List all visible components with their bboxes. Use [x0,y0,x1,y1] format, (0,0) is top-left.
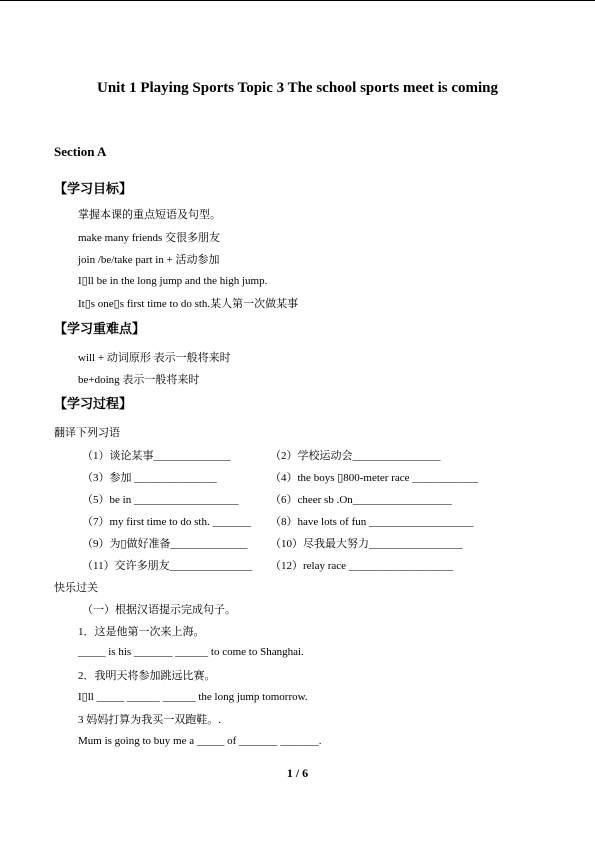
page-number: 1 / 6 [286,766,309,780]
translate-intro: 翻译下列习语 [54,427,120,439]
fun-heading: 快乐过关 [54,582,98,594]
top-border-line [0,0,595,1]
exercise-item: （3）参加 _______________ [82,472,217,484]
key-points-heading: 【学习重难点】 [54,322,146,337]
exercise-item: （8）have lots of fun ___________________ [270,516,474,528]
exercise-item: （5）be in ___________________ [82,494,239,506]
goals-line: join /be/take part in + 活动参加 [78,254,220,266]
exercise-item: （1）谈论某事______________ [82,450,231,462]
exercise-item: （2）学校运动会________________ [270,450,441,462]
goals-line: make many friends 交很多朋友 [78,232,221,244]
exercise-item: （6）cheer sb .On__________________ [270,494,452,506]
goals-line: It▯s one▯s first time to do sth.某人第一次做某事 [78,298,299,310]
document-title: Unit 1 Playing Sports Topic 3 The school sports meet is coming [96,80,498,96]
answer-line-3: Mum is going to buy me a _____ of _______ _______. [78,735,322,747]
answer-line-1: _____ is his _______ ______ to come to Shanghai. [78,646,304,658]
exercise-item: （12）relay race ___________________ [270,560,454,572]
question-2: 2．我明天将参加跳远比赛。 [78,670,216,682]
key-points-line: be+doing 表示一般将来时 [78,374,200,386]
exercise-item: （4）the boys ▯800-meter race ____________ [270,472,479,484]
answer-line-2: I▯ll _____ ______ ______ the long jump tomorrow. [78,691,308,703]
exercise-item: （9）为▯做好准备______________ [82,538,248,550]
goals-line: I▯ll be in the long jump and the high jump. [78,275,268,287]
section-heading: Section A [54,144,107,159]
exercise-item: （10）尽我最大努力_________________ [270,538,463,550]
key-points-line: will + 动词原形 表示一般将来时 [78,352,231,364]
goals-line: 掌握本课的重点短语及句型。 [78,209,221,221]
question-1: 1．这是他第一次来上海。 [78,626,205,638]
sub-heading: （一）根据汉语提示完成句子。 [82,604,236,616]
question-3: 3 妈妈打算为我买一双跑鞋。. [78,714,221,726]
exercise-item: （7）my first time to do sth. _______ [82,516,251,528]
goals-heading: 【学习目标】 [54,182,133,197]
process-heading: 【学习过程】 [54,397,133,412]
exercise-item: （11）交许多朋友_______________ [82,560,253,572]
